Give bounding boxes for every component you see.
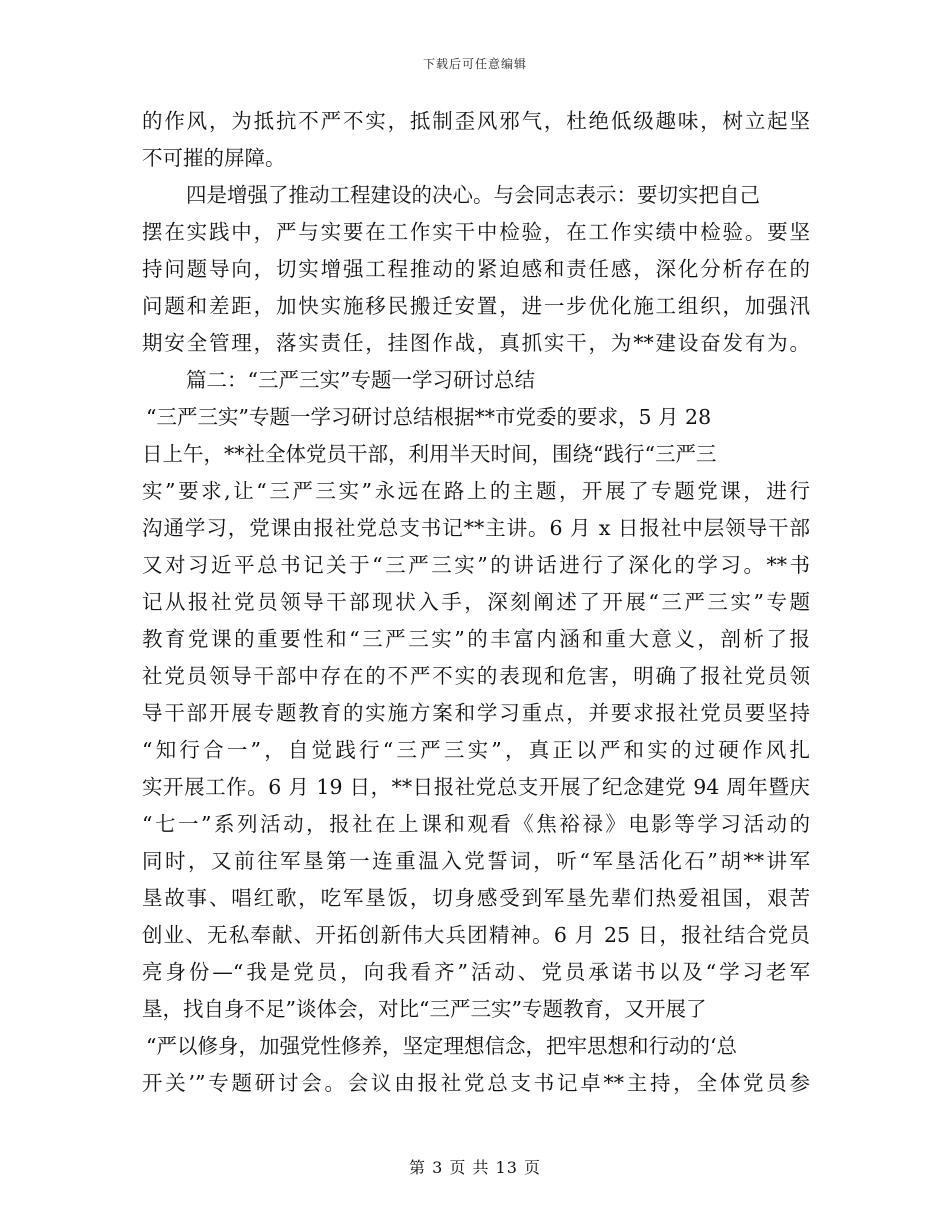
page-header: 下载后可任意编辑 <box>422 57 527 71</box>
text-line: 导干部开展专题教育的实施方案和学习重点，并要求报社党员要坚持 <box>142 701 810 725</box>
text-line: 社党员领导干部中存在的不严不实的表现和危害，明确了报社党员领 <box>142 664 810 688</box>
text-line: 摆在实践中，严与实要在工作实干中检验，在工作实绩中检验。要坚 <box>142 220 810 244</box>
text-line: 日上午，**社全体党员干部，利用半天时间，围绕“践行“三严三 <box>142 442 717 466</box>
text-line: 垦，找自身不足”谈体会，对比“三严三实”专题教育，又开展了 <box>142 997 707 1021</box>
text-line: 篇二：“三严三实”专题一学习研讨总结 <box>186 368 535 392</box>
text-line: 创业、无私奉献、开拓创新伟大兵团精神。6 月 25 日，报社结合党员 <box>142 923 810 947</box>
text-line: 开关’”专题研讨会。会议由报社党总支书记卓**主持，全体党员参 <box>142 1071 810 1095</box>
text-line: 期安全管理，落实责任，挂图作战，真抓实干，为**建设奋发有为。 <box>142 331 810 355</box>
text-line: 实”要求,让“三严三实”永远在路上的主题，开展了专题党课，进行 <box>142 479 810 503</box>
text-line: “知行合一”，自觉践行“三严三实”，真正以严和实的过硬作风扎 <box>142 738 810 762</box>
text-line: 不可摧的屏障。 <box>142 146 286 170</box>
text-line: 又对习近平总书记关于“三严三实”的讲话进行了深化的学习。**书 <box>142 553 810 577</box>
text-line: 的作风，为抵抗不严不实，抵制歪风邪气，杜绝低级趣味，树立起坚 <box>142 109 810 133</box>
text-line: 持问题导向，切实增强工程推动的紧迫感和责任感，深化分析存在的 <box>142 257 810 281</box>
text-line: 问题和差距，加快实施移民搬迁安置，进一步优化施工组织，加强汛 <box>142 294 810 318</box>
text-line: 沟通学习，党课由报社党总支书记**主讲。6 月 x 日报社中层领导干部 <box>142 516 810 540</box>
text-line: 四是增强了推动工程建设的决心。与会同志表示：要切实把自己 <box>186 183 760 207</box>
text-line: 垦故事、唱红歌，吃军垦饭，切身感受到军垦先辈们热爱祖国，艰苦 <box>142 886 810 910</box>
text-line: “严以修身，加强党性修养，坚定理想信念，把牢思想和行动的‘总 <box>146 1034 737 1058</box>
page-number-footer: 第 3 页 共 13 页 <box>409 1158 541 1177</box>
text-line: 教育党课的重要性和“三严三实”的丰富内涵和重大意义，剖析了报 <box>142 627 810 651</box>
text-line: 记从报社党员领导干部现状入手，深刻阐述了开展“三严三实”专题 <box>142 590 810 614</box>
text-line: 亮身份—“我是党员，向我看齐”活动、党员承诺书以及“学习老军 <box>142 960 810 984</box>
text-line: 同时，又前往军垦第一连重温入党誓词，听“军垦活化石”胡**讲军 <box>142 849 810 873</box>
text-line: “三严三实”专题一学习研讨总结根据**市党委的要求，5 月 28 <box>146 405 712 429</box>
text-line: “七一”系列活动，报社在上课和观看《焦裕禄》电影等学习活动的 <box>142 812 810 836</box>
document-body <box>142 103 810 1102</box>
text-line: 实开展工作。6 月 19 日，**日报社党总支开展了纪念建党 94 周年暨庆 <box>142 775 810 799</box>
